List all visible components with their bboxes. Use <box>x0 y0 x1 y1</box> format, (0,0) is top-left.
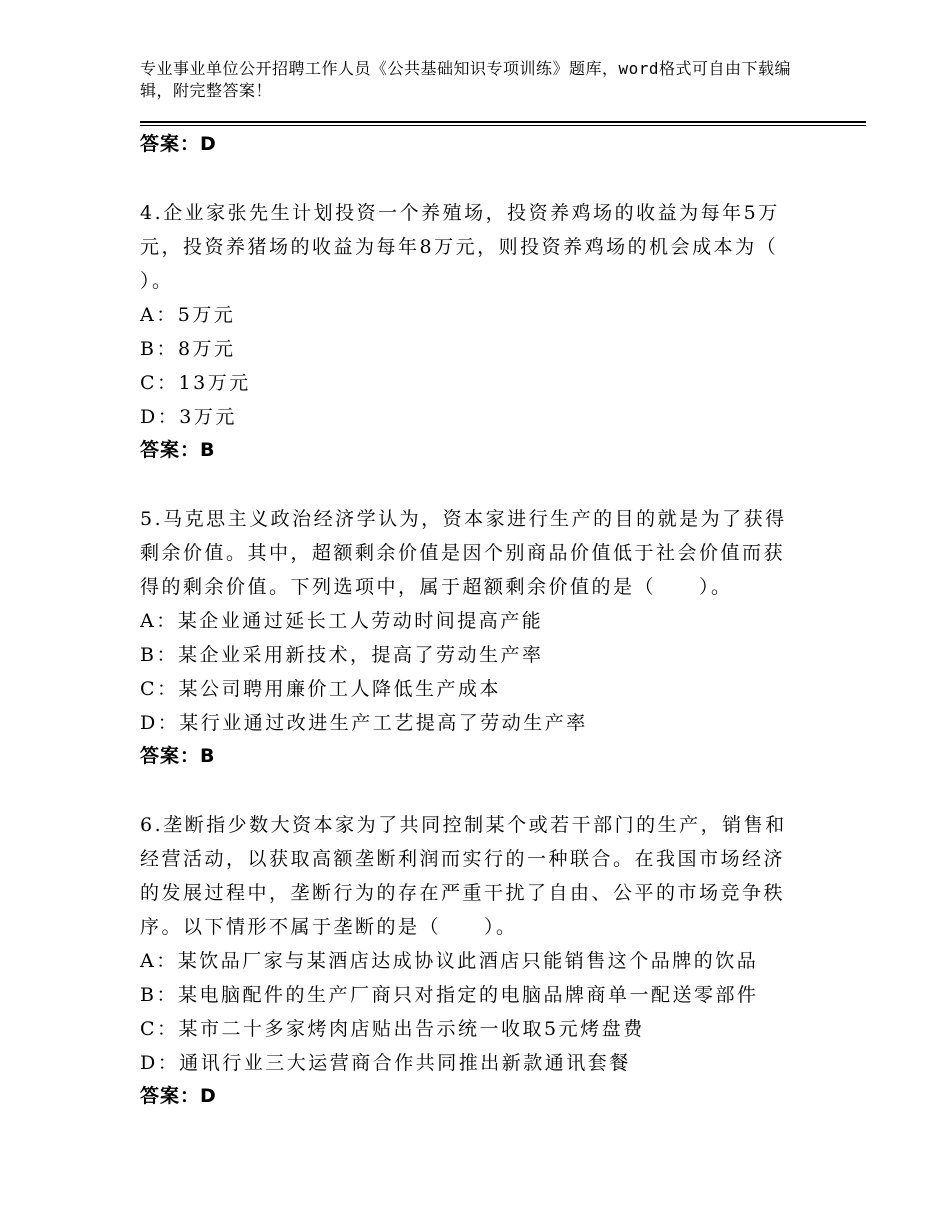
answer: 答案：B <box>140 745 216 767</box>
question-6 <box>140 808 800 1112</box>
header-rule-thick <box>140 121 866 123</box>
question-stem: 4.企业家张先生计划投资一个养殖场，投资养鸡场的收益为每年5万元，投资养猪场的收益为每年8万元，则投资养鸡场的机会成本为（ ）。 <box>140 202 780 292</box>
question-stem: 5.马克思主义政治经济学认为，资本家进行生产的目的就是为了获得剩余价值。其中，超额剩余价值是因个别商品价值低于社会价值而获得的剩余价值。下列选项中，属于超额剩余价值的是（ ）。 <box>140 508 787 598</box>
option-d: D：3万元 <box>140 406 237 428</box>
option-b: B：某电脑配件的生产厂商只对指定的电脑品牌商单一配送零部件 <box>140 984 759 1006</box>
document-body <box>140 128 800 1112</box>
option-d: D：某行业通过改进生产工艺提高了劳动生产率 <box>140 712 588 734</box>
answer: 答案：B <box>140 439 216 461</box>
option-b: B：8万元 <box>140 338 236 360</box>
option-d: D：通讯行业三大运营商合作共同推出新款通讯套餐 <box>140 1052 631 1074</box>
header-rule-thin <box>140 125 866 126</box>
option-c: C：13万元 <box>140 372 251 394</box>
option-a: A：5万元 <box>140 304 236 326</box>
page-header: 专业事业单位公开招聘工作人员《公共基础知识专项训练》题库，word格式可自由下载编辑，附完整答案！ <box>140 59 792 100</box>
option-b: B：某企业采用新技术，提高了劳动生产率 <box>140 644 544 666</box>
option-c: C：某公司聘用廉价工人降低生产成本 <box>140 678 502 700</box>
question-4 <box>140 196 800 466</box>
question-stem: 6.垄断指少数大资本家为了共同控制某个或若干部门的生产，销售和经营活动，以获取高额垄断利润而实行的一种联合。在我国市场经济的发展过程中，垄断行为的存在严重干扰了自由、公平的市场竞争秩序。以下情形不属于垄断的是（ ）。 <box>140 814 787 938</box>
previous-answer: 答案：D <box>140 133 217 155</box>
option-a: A：某企业通过延长工人劳动时间提高产能 <box>140 610 544 632</box>
question-5 <box>140 502 800 772</box>
option-a: A：某饮品厂家与某酒店达成协议此酒店只能销售这个品牌的饮品 <box>140 950 759 972</box>
answer: 答案：D <box>140 1085 217 1107</box>
option-c: C：某市二十多家烤肉店贴出告示统一收取5元烤盘费 <box>140 1018 645 1040</box>
